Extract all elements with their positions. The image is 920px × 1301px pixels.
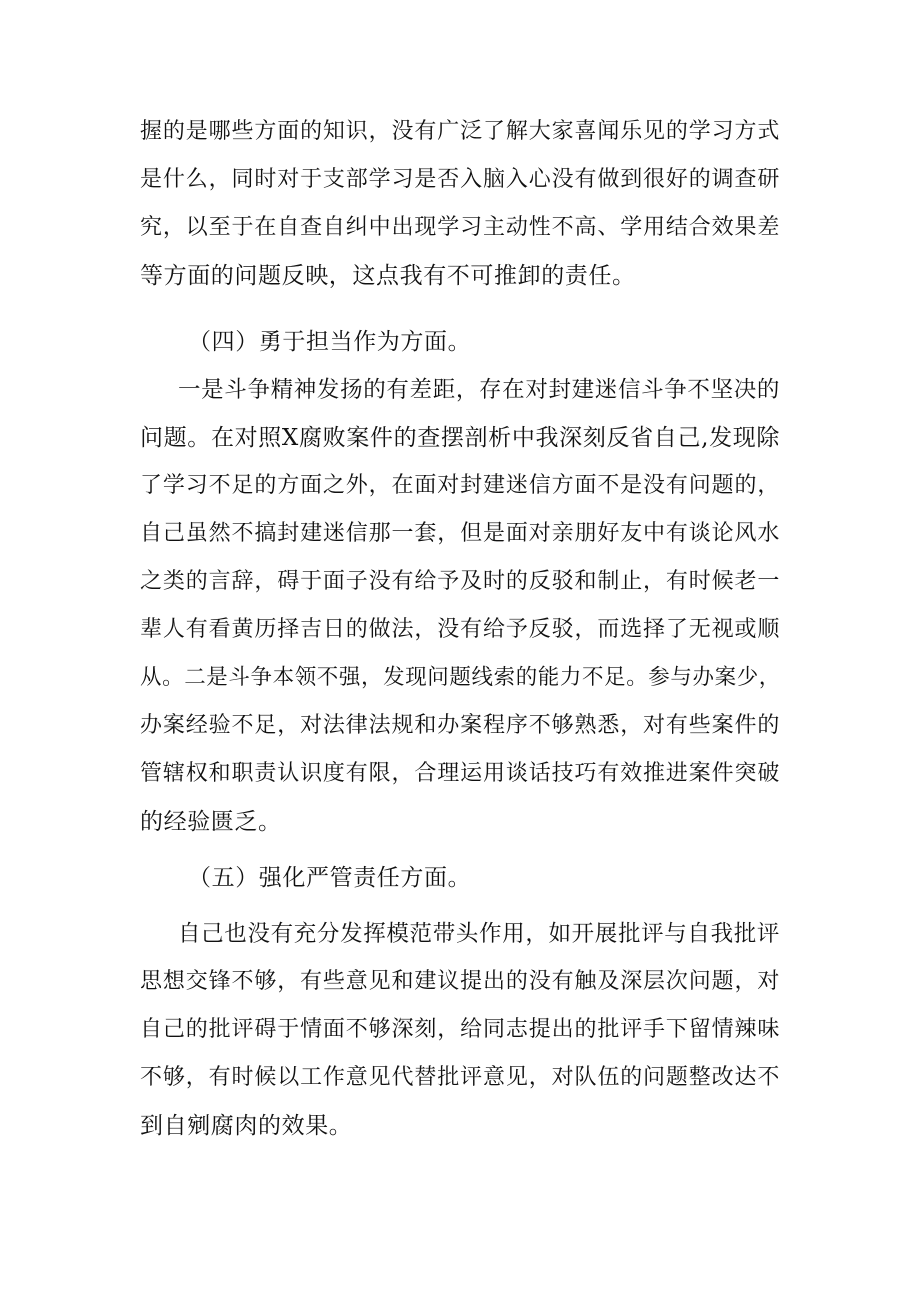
paragraph-2-line-5: 之类的言辞，碍于面子没有给予及时的反驳和制止，有时候老一: [140, 569, 780, 594]
paragraph-1-line-1: 握的是哪些方面的知识，没有广泛了解大家喜闻乐见的学习方式: [140, 119, 780, 144]
paragraph-2-line-7: 从。二是斗争本领不强，发现问题线索的能力不足。参与办案少，: [140, 665, 781, 690]
paragraph-2-line-1: 一是斗争精神发扬的有差距，存在对封建迷信斗争不坚决的: [178, 377, 780, 403]
paragraph-2-line-6: 辈人有看黄历择吉日的做法，没有给予反驳，而选择了无视或顺: [140, 617, 780, 642]
paragraph-3-line-4: 不够，有时候以工作意见代替批评意见，对队伍的问题整改达不: [140, 1065, 780, 1090]
paragraph-1-line-2: 是什么，同时对于支部学习是否入脑入心没有做到很好的调查研: [140, 167, 780, 192]
paragraph-2-line-10: 的经验匮乏。: [140, 809, 282, 835]
paragraph-3-line-1: 自己也没有充分发挥模范带头作用，如开展批评与自我批评: [178, 921, 780, 947]
paragraph-2-line-4: 自己虽然不搞封建迷信那一套，但是面对亲朋好友中有谈论风水: [140, 521, 780, 546]
paragraph-2-line-9: 管辖权和职责认识度有限，合理运用谈话技巧有效推进案件突破: [140, 761, 780, 786]
paragraph-3-line-3: 自己的批评碍于情面不够深刻，给同志提出的批评手下留情辣味: [140, 1017, 780, 1042]
paragraph-1-line-3: 究，以至于在自查自纠中出现学习主动性不高、学用结合效果差: [140, 215, 780, 240]
section-heading-4: （四）勇于担当作为方面。: [188, 329, 472, 355]
paragraph-3-line-2: 思想交锋不够，有些意见和建议提出的没有触及深层次问题，对: [140, 969, 780, 994]
paragraph-2-line-8: 办案经验不足，对法律法规和办案程序不够熟悉，对有些案件的: [140, 713, 780, 738]
paragraph-2-line-3: 了学习不足的方面之外，在面对封建迷信方面不是没有问题的，: [140, 473, 780, 498]
paragraph-1-line-4: 等方面的问题反映，这点我有不可推卸的责任。: [140, 263, 636, 289]
paragraph-2-line-2: 问题。在对照X腐败案件的查摆剖析中我深刻反省自己,发现除: [140, 425, 780, 451]
paragraph-3-line-5: 到自剜腐肉的效果。: [140, 1113, 353, 1139]
section-heading-5: （五）强化严管责任方面。: [188, 865, 472, 891]
